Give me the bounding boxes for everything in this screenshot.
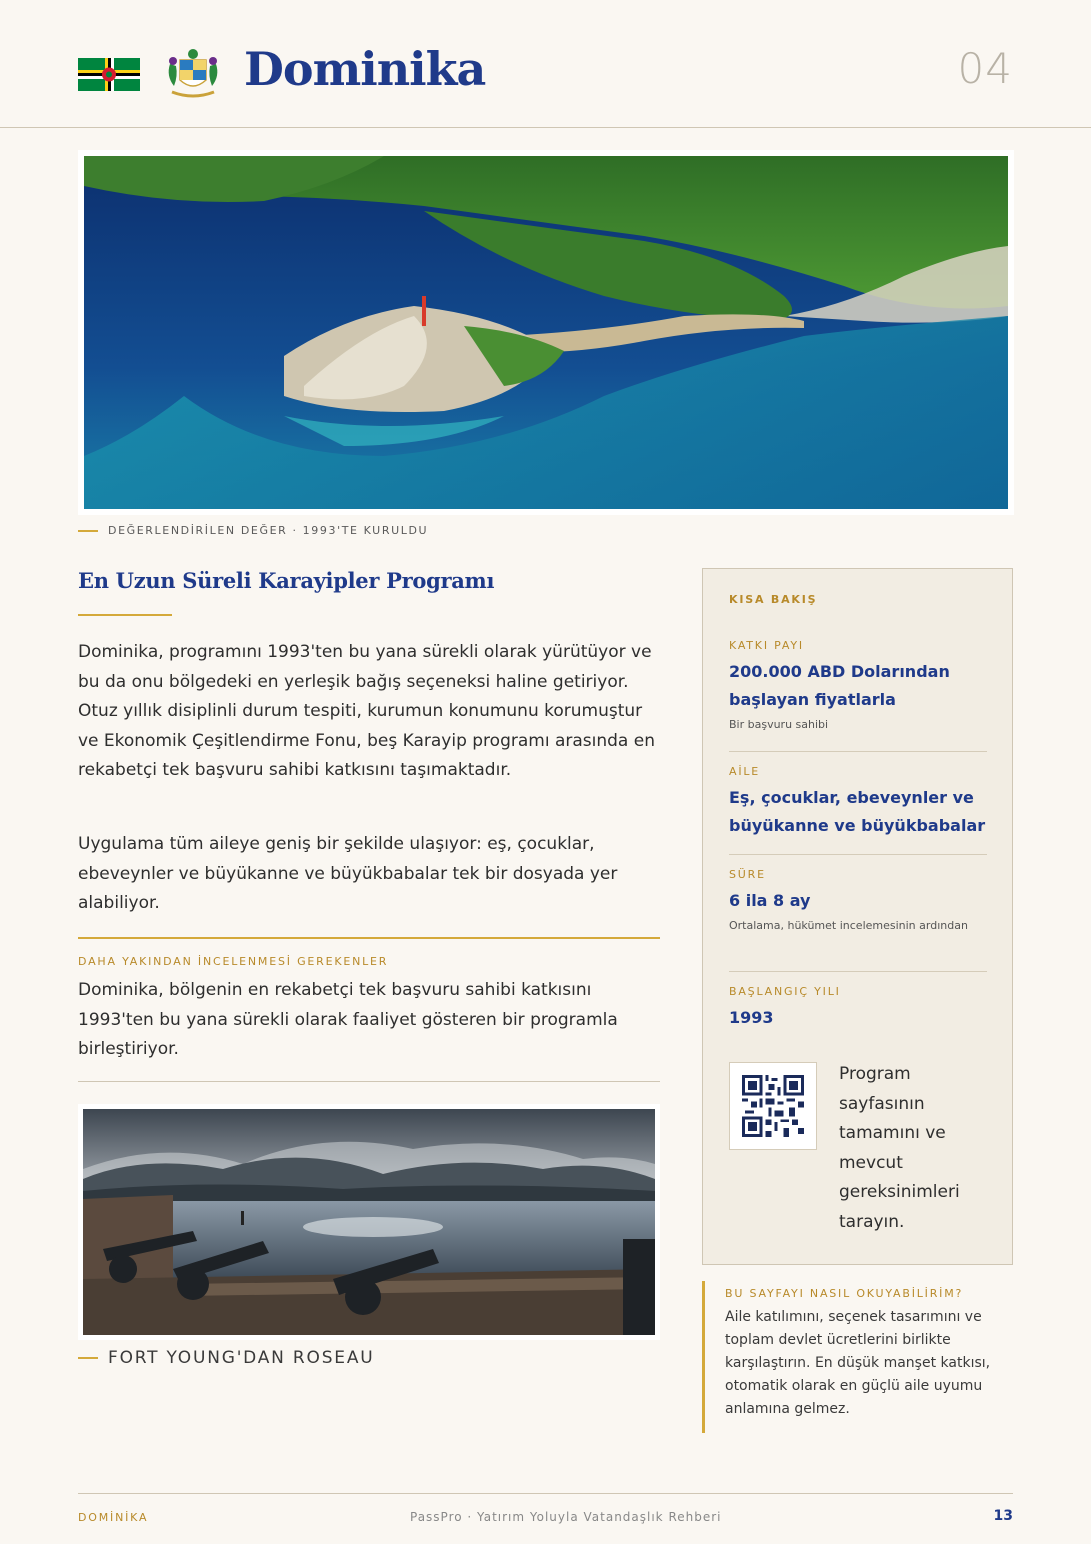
page-header: [0, 0, 1091, 128]
qr-instruction: Program sayfasının tamamını ve mevcut gereksinimleri tarayın.: [839, 1064, 960, 1232]
family-fact: [729, 765, 987, 840]
fact-divider: [729, 971, 987, 972]
fact-label: BAŞLANGIÇ YILI: [729, 985, 841, 998]
section-divider: [78, 1081, 660, 1082]
page-title: Dominika: [244, 42, 486, 96]
footer-divider: [78, 1493, 1013, 1494]
section-number: 04: [957, 44, 1013, 93]
photo-caption: [78, 1348, 375, 1368]
caption-dash: [78, 530, 98, 532]
footer-page-number: 13: [993, 1508, 1013, 1524]
quick-facts-panel: [702, 568, 1013, 1265]
coat-of-arms-icon: [162, 46, 224, 100]
fact-value: Eş, çocuklar, ebeveynler ve büyükanne ve büyükbabalar: [729, 788, 986, 835]
how-to-read-text: Aile katılımını, seçenek tasarımını ve toplam devlet ücretlerini birlikte karşılaştırın. En düşük manşet katkısı, otomatik olarak en güçlü aile uyumu anlamına gelmez.: [725, 1309, 991, 1417]
scotts-head-landscape-image: [84, 156, 1008, 509]
start-year-fact: [729, 985, 987, 1032]
qr-code[interactable]: [729, 1062, 817, 1150]
footer-publication: PassPro · Yatırım Yoluyla Vatandaşlık Rehberi: [410, 1510, 722, 1524]
contribution-fact: [729, 639, 987, 734]
dominica-flag-icon: [78, 58, 140, 91]
fact-divider: [729, 751, 987, 752]
how-to-read-note: [702, 1281, 1013, 1433]
closer-look-rule: [78, 937, 660, 939]
hero-image: [78, 150, 1014, 515]
cannons-harbor-image: [83, 1109, 655, 1335]
fact-label: KATKI PAYI: [729, 639, 804, 652]
fort-young-photo: [78, 1104, 660, 1340]
qr-code-icon: [742, 1075, 804, 1137]
duration-fact: [729, 868, 987, 935]
fact-label: SÜRE: [729, 868, 766, 881]
fact-note: Bir başvuru sahibi: [729, 718, 829, 731]
how-to-read-label: BU SAYFAYI NASIL OKUYABİLİRİM?: [725, 1287, 964, 1300]
closer-look-text: Dominika, bölgenin en rekabetçi tek başvuru sahibi katkısını 1993'ten bu yana sürekli olarak faaliyet gösteren bir programla birleştiriyor.: [78, 980, 618, 1059]
photo-caption-text: FORT YOUNG'DAN ROSEAU: [108, 1348, 375, 1368]
caption-dash: [78, 1357, 98, 1359]
panel-heading: KISA BAKIŞ: [729, 593, 818, 606]
hero-caption-text: DEĞERLENDİRİLEN DEĞER · 1993'TE KURULDU: [108, 524, 429, 537]
family-paragraph: Uygulama tüm aileye geniş bir şekilde ulaşıyor: eş, çocuklar, ebeveynler ve büyükanne ve büyükbabalar tek bir dosyada yer alabiliyor.: [78, 834, 618, 913]
footer-section-name: DOMİNİKA: [78, 1511, 149, 1524]
fact-label: AİLE: [729, 765, 761, 778]
heading-underline: [78, 614, 172, 616]
intro-paragraph: Dominika, programını 1993'ten bu yana sürekli olarak yürütüyor ve bu da onu bölgedeki en yerleşik bağış seçeneksi haline getiriyor. Otuz yıllık disiplinli durum tespiti, kurumun konumunu korumuştur ve Ekonomik Çeşitlendirme Fonu, beş Karayip programı arasında en rekabetçi tek başvuru sahibi katkısını taşımaktadır.: [78, 642, 655, 780]
fact-value: 1993: [729, 1008, 774, 1027]
hero-caption: [78, 524, 428, 537]
fact-value: 6 ila 8 ay: [729, 891, 811, 910]
section-heading: En Uzun Süreli Karayipler Programı: [78, 568, 495, 593]
fact-note: Ortalama, hükümet incelemesinin ardından: [729, 919, 968, 932]
fact-value: 200.000 ABD Dolarından başlayan fiyatlarla: [729, 662, 950, 709]
fact-divider: [729, 854, 987, 855]
closer-look-label: DAHA YAKINDAN İNCELENMESİ GEREKENLER: [78, 955, 389, 968]
